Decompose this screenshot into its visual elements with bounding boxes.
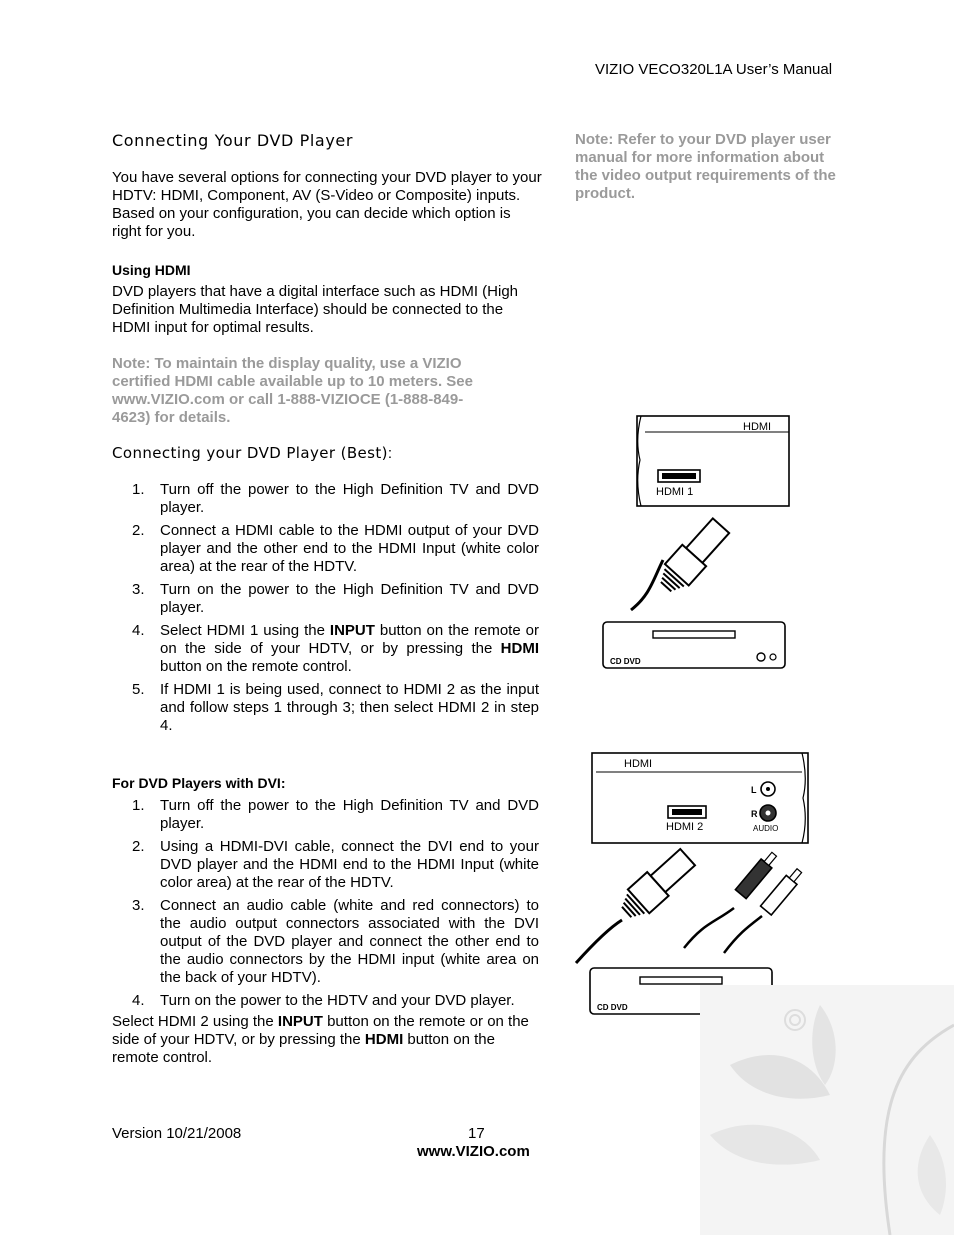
best-steps-list bbox=[112, 481, 539, 740]
step-number: 1. bbox=[132, 481, 145, 498]
device-label: CD DVD bbox=[610, 657, 641, 666]
text-run: Connect an audio cable (white and red connectors) to the audio output connectors associated with the DVI output of the DVD player and connect the other end to the audio connectors by the HDMI input (white area on the back of your HDTV). bbox=[160, 897, 539, 986]
dvi-steps-list bbox=[112, 797, 539, 1015]
step-number: 4. bbox=[132, 622, 145, 639]
step-item bbox=[112, 622, 539, 676]
step-number: 3. bbox=[132, 581, 145, 598]
hdmi-cable-icon bbox=[631, 515, 733, 610]
intro-paragraph: You have several options for connecting your DVD player to your HDTV: HDMI, Component, AV (S-Video or Composite) inputs. Based on your configuration, you can decide which option is right for you. bbox=[112, 169, 542, 240]
step-item bbox=[112, 581, 539, 617]
audio-label: AUDIO bbox=[753, 824, 779, 833]
floral-decoration-icon bbox=[700, 985, 954, 1235]
step-item bbox=[112, 681, 539, 735]
text-run: Select HDMI 2 using the bbox=[112, 1013, 278, 1030]
dvi-heading: For DVD Players with DVI: bbox=[112, 775, 286, 791]
audio-right-label: R bbox=[751, 809, 758, 819]
hdmi-port-icon bbox=[658, 470, 700, 482]
text-run: Turn off the power to the High Definition TV and DVD player. bbox=[160, 481, 539, 516]
page-header: VIZIO VECO320L1A User’s Manual bbox=[595, 61, 833, 78]
step-item bbox=[112, 797, 539, 833]
step-number: 5. bbox=[132, 681, 145, 698]
bold-term: INPUT bbox=[329, 622, 375, 639]
text-run: Using a HDMI-DVI cable, connect the DVI end to your DVD player and the HDMI end to the HDMI Input (white color area) at the rear of the HDTV. bbox=[160, 838, 539, 891]
port-label-hdmi2: HDMI 2 bbox=[666, 821, 704, 833]
footer-page-number: 17 bbox=[468, 1125, 485, 1142]
text-run: Turn on the power to the HDTV and your DVD player. bbox=[160, 992, 515, 1009]
using-hdmi-heading: Using HDMI bbox=[112, 262, 191, 278]
bold-term: HDMI bbox=[364, 1031, 404, 1048]
side-note: Note: Refer to your DVD player user manual for more information about the video output requirements of the product. bbox=[575, 131, 836, 202]
text-run: Turn off the power to the High Definition TV and DVD player. bbox=[160, 797, 539, 832]
best-heading-colon: : bbox=[387, 445, 393, 462]
step-item bbox=[112, 992, 539, 1010]
panel-label-hdmi: HDMI bbox=[743, 421, 772, 433]
dvi-closing-paragraph bbox=[112, 1013, 542, 1067]
bold-term: HDMI bbox=[500, 640, 539, 657]
footer-url: www.VIZIO.com bbox=[417, 1143, 530, 1160]
step-number: 2. bbox=[132, 838, 145, 855]
footer-version: Version 10/21/2008 bbox=[112, 1125, 242, 1142]
dvd-player-icon bbox=[603, 622, 785, 668]
bold-term: INPUT bbox=[277, 1013, 323, 1030]
step-number: 3. bbox=[132, 897, 145, 914]
dvi-connection-diagram bbox=[574, 748, 814, 1018]
text-run: button on the remote or on the side of your HDTV, or by pressing the bbox=[160, 622, 539, 657]
text-run: Select HDMI 1 using the bbox=[160, 622, 330, 639]
device-label-2: CD DVD bbox=[597, 1003, 628, 1012]
hdmi2-port-icon bbox=[668, 806, 706, 818]
text-run: button on the remote or on the side of your HDTV, or by pressing the bbox=[112, 1013, 529, 1048]
hdmi-cable-note: Note: To maintain the display quality, use a VIZIO certified HDMI cable available up to 10 meters. See www.VIZIO.com or call 1-888-VIZIOCE (1-888-849-4623) for details. bbox=[112, 355, 473, 426]
text-run: button on the remote control. bbox=[160, 658, 352, 675]
port-label-hdmi1: HDMI 1 bbox=[656, 486, 694, 498]
step-item bbox=[112, 897, 539, 987]
text-run: Turn on the power to the High Definition TV and DVD player. bbox=[160, 581, 539, 616]
audio-left-label: L bbox=[751, 785, 757, 795]
hdmi-cable-icon-2 bbox=[576, 845, 698, 963]
step-number: 1. bbox=[132, 797, 145, 814]
text-run: Connect a HDMI cable to the HDMI output of your DVD player and the other end to the HDMI Input (white color area) at the rear of the HDTV. bbox=[160, 522, 539, 575]
text-run: If HDMI 1 is being used, connect to HDMI 2 as the input and follow steps 1 through 3; then select HDMI 2 in step 4. bbox=[160, 681, 539, 734]
panel-label-hdmi-2: HDMI bbox=[624, 758, 653, 770]
section-title: Connecting Your DVD Player bbox=[112, 131, 354, 150]
step-item bbox=[112, 522, 539, 576]
step-number: 2. bbox=[132, 522, 145, 539]
step-item bbox=[112, 838, 539, 892]
using-hdmi-paragraph: DVD players that have a digital interface such as HDMI (High Definition Multimedia Interface) should be connected to the HDMI input for optimal results. bbox=[112, 283, 519, 336]
step-item bbox=[112, 481, 539, 517]
hdmi-connection-diagram bbox=[595, 410, 795, 680]
text-run: button on the remote control. bbox=[112, 1031, 495, 1066]
best-heading-text: Connecting your DVD Player (Best) bbox=[112, 444, 388, 462]
best-heading bbox=[112, 444, 393, 462]
step-number: 4. bbox=[132, 992, 145, 1009]
rca-audio-cable-icon bbox=[684, 850, 805, 953]
